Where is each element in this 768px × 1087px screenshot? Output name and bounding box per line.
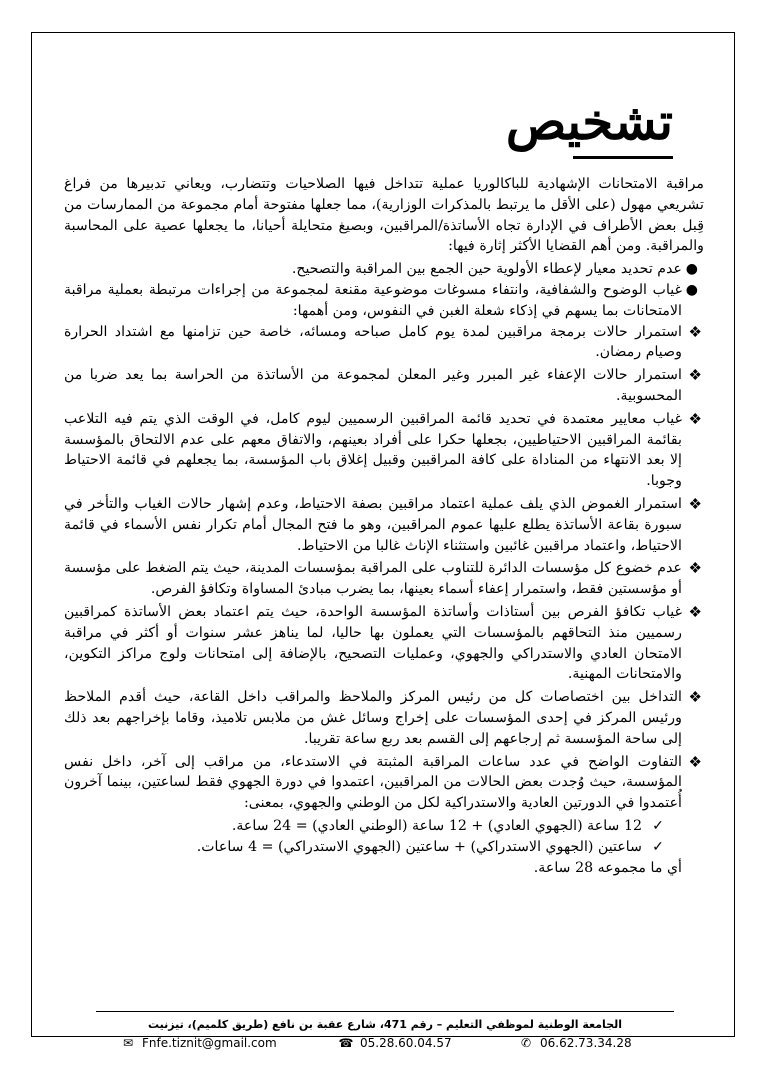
four-diamond-icon: ❖ [688,602,702,621]
four-diamond-icon: ❖ [688,752,702,771]
document-body [64,174,704,878]
list-item: ❖ استمرار حالات برمجة مراقبين لمدة يوم كامل صباحه ومسائه، خاصة حين تزامنها مع اشتداد الحرارة وصيام رمضان. [64,322,702,361]
list-item: ❖ التفاوت الواضح في عدد ساعات المراقبة المثبتة في الاستدعاء، من مراقب إلى آخر، داخل نفس المؤسسة، حيث وُجدت بعض الحالات من المراقبين، اعتمدوا في دورة الجهوي فقط لساعتين، بينما آخرون أُعتمدوا في الدورتين العادية والاستدراكية لكل من الوطني والجهوي، بمعنى: [64,752,702,812]
list-item: ❖ استمرار الغموض الذي يلف عملية اعتماد مراقبين بصفة الاحتياط، وعدم إشهار حالات الغياب والتأخر في سبورة بقاعة الأساتذة يطلع عليها عموم المراقبين، وهو ما فتح المجال أمام تكرار نفس الأسماء في قائمة الاحتياط، واعتماد مراقبين غائبين واستثناء الإناث غالبا من الاحتياط. [64,494,702,554]
fax-text: 05.28.60.04.57 [360,1036,452,1050]
fax-contact [338,1036,452,1050]
email-contact [120,1036,277,1050]
four-diamond-icon: ❖ [688,494,702,513]
intro-paragraph: مراقبة الامتحانات الإشهادية للباكالوريا عملية تتداخل فيها الصلاحيات وتتضارب، ويعاني تدبيرها من فراغ تشريعي مهول (على الأقل ما يرتبط بالمذكرات الوزارية)، مما جعلها مفتوحة أمام مجموعة من الممارسات من قِبل بعض الأطراف في الإدارة تجاه الأساتذة/المراقبين، وبصيغ متحايلة أحيانا، ما يجعلها عصية على المحاسبة والمراقبة. ومن أهم القضايا الأكثر إثارة فيها: [64,176,704,255]
list-item: ❖ عدم خضوع كل مؤسسات الدائرة للتناوب على المراقبة بمؤسسات المدينة، حيث يتم الضغط على مؤسسة أو مؤسستين فقط، واستمرار إعفاء أسماء بعينها، بما يضرب مبادئ المساواة وتكافؤ الفرص. [64,559,702,598]
envelope-icon: ✉ [122,1036,134,1050]
title-block [506,94,673,150]
total-line: أي ما مجموعه 28 ساعة. [533,859,682,876]
checkmark-icon: ✓ [652,817,664,834]
footer-contacts [120,1036,640,1054]
four-diamond-icon: ❖ [688,366,702,385]
four-diamond-icon: ❖ [688,409,702,428]
page-title: تشخيص [505,92,673,151]
check-item: ✓ 12 ساعة (الجهوي العادي) + 12 ساعة (الوطني العادي) = 24 ساعة. [64,816,704,837]
list-item: ❖ غياب تكافؤ الفرص بين أستاذات وأساتذة المؤسسة الواحدة، حيث يتم اعتماد بعض الأساتذة كمراقبين رسميين منذ التحاقهم بالمؤسسات التي يعملون بها حاليا، لما يناهز عشر سنوات أو أكثر في مراقبة الامتحان العادي والاستدراكي والجهوي، وعمليات التصحيح، بالإضافة إلى امتحانات ولوج مراكز التكوين، والامتحانات المهنية. [64,602,702,683]
phone-contact [518,1036,632,1050]
bullet-dot-icon: ● [685,261,698,278]
check-item: ✓ ساعتين (الجهوي الاستدراكي) + ساعتين (الجهوي الاستدراكي) = 4 ساعات. [64,837,704,858]
four-diamond-icon: ❖ [688,322,702,341]
footer-divider [96,1011,674,1012]
bullet-item: ● عدم تحديد معيار لإعطاء الأولوية حين الجمع بين المراقبة والتصحيح. [64,259,704,280]
fax-icon: ☎ [338,1036,354,1050]
four-diamond-icon: ❖ [688,559,702,578]
list-item: ❖ التداخل بين اختصاصات كل من رئيس المركز والملاحظ والمراقب داخل القاعة، حيث أقدم الملاحظ ورئيس المركز في إحدى المؤسسات على إخراج وسائل غش من ملابس تلاميذ، وقاما بإخراجهم بعد ذلك إلى ساحة المؤسسة ثم إرجاعهم إلى القسم بعد ربع ساعة تقريبا. [64,688,702,747]
bullet-dot-icon: ● [685,281,698,298]
phone-text: 06.62.73.34.28 [540,1036,632,1050]
list-item: ❖ غياب معايير معتمدة في تحديد قائمة المراقبين الرسميين ليوم كامل، في الوقت الذي يتم فيه التلاعب بقائمة المراقبين الاحتياطيين، بجعلها حكرا على أفراد بعينهم، والاتفاق معهم على عدم الالتحاق بالمؤسسة إلا بعد الانتهاء من المناداة على كافة المراقبين وقبيل إغلاق باب المؤسسة، بما يجعلهم في قائمة الاحتياط وجوبا. [64,409,702,490]
footer-address: الجامعة الوطنية لموظفي التعليم – رقم 471، شارع عقبة بن نافع (طريق كلميم)، تيزنيت [147,1018,623,1031]
title-underline [573,156,673,159]
list-item: ❖ استمرار حالات الإعفاء غير المبرر وغير المعلن لمجموعة من الأساتذة من الحراسة بما يعد ضربا من المحسوبية. [64,366,702,404]
phone-icon: ✆ [520,1036,532,1050]
checkmark-icon: ✓ [652,838,664,855]
four-diamond-icon: ❖ [688,688,702,707]
email-text: Fnfe.tiznit@gmail.com [142,1036,277,1050]
bullet-item: ● غياب الوضوح والشفافية، وانتفاء مسوغات موضوعية مقنعة لمجموعة من إجراءات مرتبطة بعملية مراقبة الامتحانات بما يسهم في إذكاء شعلة الغبن في النفوس، ومن أهمها: [64,281,698,319]
